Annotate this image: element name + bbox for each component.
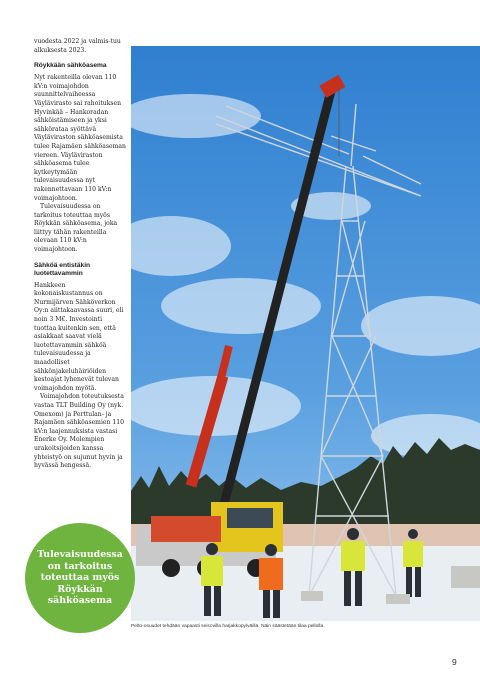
pull-quote xyxy=(25,523,135,633)
pull-quote-text: Tulevaisuudessa on tarkoitus toteuttaa myös Röykkän sähköasema xyxy=(37,549,123,607)
photo-caption: Pelto-osuudet tehdään vapaasti seisovilla harjakkopylväillä. Näin säästetään tilaa pellolla. xyxy=(131,624,325,629)
intro-text: vuodesta 2022 ja valmis-tuu alkuksesta 2023. xyxy=(34,38,121,54)
heading-roykka-substation: Röykkään sähköasema xyxy=(34,62,107,70)
paragraph-4: Voimajohdon toteutuksesta vastaa TLT Building Oy (nyk. Omexom) ja Perttulan- ja Rajamäen sähköasemien 110 kV:n laajennuksista vastasi Enerke Oy. Molempien urakoitsijoiden kanssa yhteistyö on sujunut hyvin ja hyvässä hengessä. xyxy=(34,393,125,470)
paragraph-1: Nyt rakenteilla olevan 110 kV:n voimajohdon suunnittelvaiheessa Väylävirasto sai rahoituksen Hyvinkää – Hankoradan sähköistämiseen ja yksi sähkörataa syöttävä Väyläviraston sähköasemista tulee Rajamäen sähköaseman viereen. Väyläviraston sähköasema tulee kytkeytymään tulevaisuudessa nyt rakennettavaan 110 kV:n voimajohtoon. xyxy=(34,74,126,202)
heading-reliability: Sähköä entistäkin luotettavammin xyxy=(34,261,91,277)
tower-photo xyxy=(131,46,480,621)
tower-photo-illustration xyxy=(131,46,480,621)
text-column xyxy=(34,38,126,471)
page-number: 9 xyxy=(452,657,457,667)
paragraph-2: Tulevaisuudessa on tarkoitus toteuttaa myös Röykkän sähköasema, joka liittyy tähän rakenteilla olevaan 110 kV:n voimajohtoon. xyxy=(34,203,118,254)
paragraph-3: Hankkeen kokonaiskustannus on Nurmijärven Sähköverkon Oy:n aiittakaavassa suuri, eli noin 3 M€. Investointi tuottaa kuitenkin sen, että asiakkaat saavat vielä luotettavammin sähköä tulevaisuudessa ja maadolliset sähkönjakeluhäiriöiden kestoajat lyhenevät tulevan voimajohdon myötä. xyxy=(34,281,124,392)
